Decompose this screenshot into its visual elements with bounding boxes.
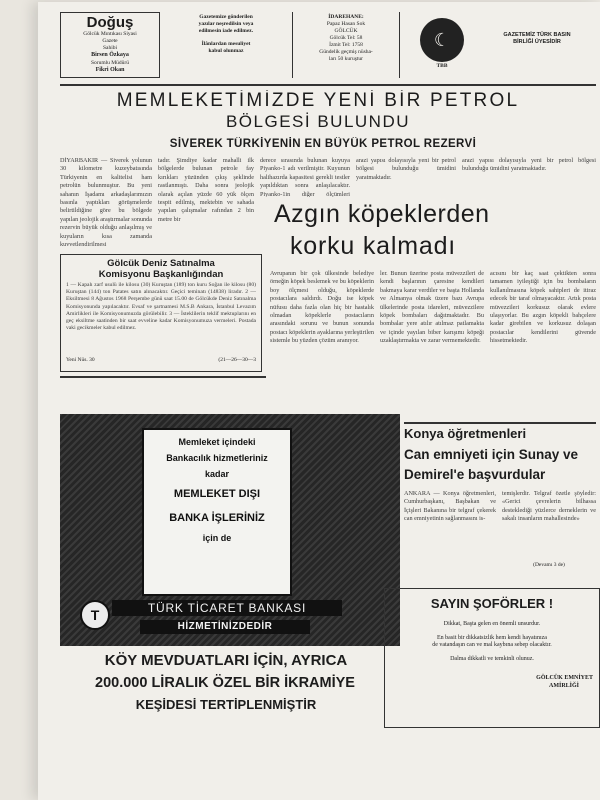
lead-column-5-text: arazi yapısı dolayısıyla yeni bir petrol bölgesi bulunduğu ümidini yaratmaktadır. bbox=[462, 157, 596, 173]
newspaper-page bbox=[38, 2, 600, 800]
dog-column-1: Avrupanın bir çok ülkesinde belediye örneğin köpek beslemek ve bu köpeklerin boy ölçmesi olduğu, köpeklerde postacılara saldırdı. Doğu ise köpek nüfusu daha fazla olan hiç bir hastalık olmadan köpeklerle postacıların arasındaki sorunu ve bunun sonunda postacı köpeklerin ayaklarına yerleştirilen sistemle bu yüzden çözüm aranıyor. bbox=[270, 270, 374, 345]
masthead-divider bbox=[60, 84, 596, 86]
masthead-admin bbox=[292, 12, 400, 78]
owner-label: Sahibi bbox=[102, 45, 118, 51]
drivers-line-4: Dalma dikkatli ve temkinli olunuz. bbox=[450, 655, 534, 662]
masthead-notice bbox=[166, 14, 286, 76]
notice-footer-left: Yeni Nüs. 30 bbox=[66, 357, 95, 363]
drivers-notice bbox=[384, 588, 600, 728]
procurement-notice bbox=[60, 254, 262, 372]
lead-headline-1: MEMLEKETİMİZDE YENİ BİR PETROL bbox=[116, 90, 520, 111]
emblem-label: TBB bbox=[436, 63, 448, 69]
masthead-name-block bbox=[60, 12, 160, 78]
ad-slogan-3: KEŞİDESİ TERTİPLENMİŞTİR bbox=[135, 697, 317, 712]
editor-label: Sorumlu Müdürü bbox=[90, 59, 130, 66]
notice-line-2: yazılar neşredilsin veya bbox=[198, 21, 254, 27]
union-line-2: BİRLİĞİ ÜYESİDİR bbox=[513, 39, 561, 45]
ad-line-1: Memleket içindeki bbox=[178, 437, 256, 447]
admin-line-6: ları 50 kuruştur bbox=[329, 56, 363, 62]
lead-column-3: derece sırasında bulunan kuyuya Piyanko-1 adı verilmiştir. Kuyunun halihazırda kapasitesi gerekli testler yapıldıktan sonra anlaşılacaktır. Piyanko-1in diğer ölçümleri bbox=[260, 157, 350, 197]
bank-advertisement bbox=[60, 414, 400, 646]
ad-line-5: BANKA İŞLERİNİZ bbox=[169, 512, 265, 524]
dog-headline-2: korku kalmadı bbox=[290, 232, 457, 260]
masthead bbox=[60, 12, 596, 80]
teachers-headline-1: Can emniyeti için Sunay ve bbox=[404, 447, 579, 462]
dog-headline-1: Azgın köpeklerden bbox=[274, 200, 490, 228]
drivers-line-3: de vatandaşın can ve mal kaybına sebep olacaktır. bbox=[432, 642, 552, 648]
lead-column-4: arazi yapısı dolayısıyla yeni bir petrol bölgesi bulunduğu ümidini yaratmaktadır. bbox=[356, 157, 456, 181]
teachers-column-2 bbox=[502, 490, 596, 580]
crescent-star-icon: ☾ bbox=[420, 18, 464, 62]
lead-column-1: DİYARBAKIR — Siverek yolunun 30 kilometre kuzeybatısında Türkiyenin en kalitelisi ham petrolün bulunmuştur. Bu yeni sahanın İşadamı arkadaşlarımızın basınla yaptıkları görüşmelerde belirtildiğine göre bu bölgede yapılan jeolojik araştırmalar sonunda rezervin büyük olduğu anlaşılmış ve kuyuların kısa zamanda kuvvetlendirilmesi bbox=[60, 157, 152, 249]
union-line-1: GAZETEMİZ TÜRK BASIN bbox=[503, 32, 571, 38]
teachers-column-1: ANKARA — Konya öğretmenleri, Cumhurbaşkanı, Başbakan ve İçişleri Bakanına bir telgraf çekerek can emniyetinin sağlanmasını is- bbox=[404, 490, 496, 523]
admin-line-5: Gündelik geçmiş nüsha- bbox=[319, 49, 373, 55]
admin-line-4: İzmit Tel: 1758 bbox=[329, 42, 363, 48]
ad-message-panel bbox=[142, 428, 292, 596]
notice-footer bbox=[66, 357, 256, 364]
ad-slogan-1: KÖY MEVDUATLARI İÇİN, AYRICA bbox=[104, 652, 348, 669]
notice-line-1: Gazetemize gönderilen bbox=[199, 14, 253, 20]
press-union-emblem bbox=[412, 18, 472, 74]
mid-divider bbox=[60, 376, 266, 378]
admin-line-1: Papaz Hasan Sok bbox=[326, 21, 366, 27]
notice-title-1: Gölcük Deniz Satınalma bbox=[107, 258, 215, 269]
right-divider bbox=[404, 422, 596, 424]
drivers-line-1: Dikkat, Başta gelen en önemli unsurdur. bbox=[443, 621, 541, 627]
newspaper-subtitle-2: Gazete bbox=[102, 38, 118, 44]
teachers-column-2-text: temişlerdir. Telgraf özetle şöyledir: «Gerici çevrelerin bilhassa desteklediği yüzlerce derneklerin ve sakalı insanların mahallesinde» bbox=[502, 490, 596, 523]
drivers-sign-2: AMİRLİĞİ bbox=[548, 682, 579, 689]
drivers-sign-1: GÖLCÜK EMNİYET bbox=[536, 675, 593, 681]
ad-line-4: MEMLEKET DIŞI bbox=[173, 488, 261, 500]
admin-title: İDAREHANE: bbox=[328, 14, 364, 20]
ads-notice-line-1: İlânlardan mesuliyet bbox=[201, 41, 251, 47]
lead-column-2: tadır. Şimdiye kadar mahalli ilk bölgelerde bulunan petrole fay kırıkları yüzünden çıkış şeklinde rastlanmıştı. Daha sonra jeolojik olarak açılan yüzde 60 yük ölçen tespit edilmiş, mektebin ve sahada yapılan çalışmalar rafından 2 bin metre bir bbox=[158, 157, 254, 223]
dog-column-3: acısını bir kaç saat çektikten sonra tamamen iyileştiği için bu bombaların kullanılmasına köpek sahipleri de itiraz edecek bir taraf olmayacaktır. Artık posta müvezzileri korkusuz olarak evlere ulaşıyorlar. Bu azgın köpekli bahçelere kadar girebilen ve korkusuz dolaşan postacılar kendilerini güvende hissetmektedir. bbox=[490, 270, 596, 345]
press-union-note bbox=[478, 32, 596, 56]
lead-column-5 bbox=[462, 157, 596, 197]
newspaper-name: Doğuş bbox=[86, 14, 134, 31]
ad-line-6: için de bbox=[202, 533, 232, 543]
bank-tagline: HİZMETİNİZDEDİR bbox=[140, 620, 310, 634]
teachers-continued: (Devamı 3 de) bbox=[533, 562, 565, 568]
notice-line-3: edilmesin iade edilmez. bbox=[198, 28, 254, 34]
bank-name: TÜRK TİCARET BANKASI bbox=[112, 600, 342, 616]
owner-name: Birsen Özkaya bbox=[91, 52, 129, 58]
ad-slogan-2: 200.000 LİRALIK ÖZEL BİR İKRAMİYE bbox=[95, 675, 355, 691]
teachers-headline-2: Demirel'e başvurdular bbox=[404, 467, 546, 482]
ads-notice-line-2: kabul olunmaz bbox=[208, 48, 244, 54]
admin-line-3: Gölcük Tel: 58 bbox=[329, 35, 363, 41]
notice-body: 1 — Kapalı zarf usulü ile kilosu (30) Kuruştan (189) ton kuru Soğan ile kilosu (80) Kuruştan (144) ton Patates satın alınacaktır. Geçici teminatı (14838) liradır. 2 — Eksiltmesi 8 Ağustos 1968 Perşembe günü saat 15.00 de Gölcükde Deniz Satınalma Komisyonunda yapılacaktır. Evsaf ve şartnamesi M.S.B Ankara, İstanbul Levazım Amirlikleri ile Komisyonumuzda görülebilir. 3 — İsteklilerin teklif mektuplarını en geç eksiltme saatinden bir saat evveline kadar Komisyonumuza vermeleri. Postada vaki gecikmeler kabul edilmez. bbox=[66, 282, 256, 332]
dog-column-2: ler. Bunun üzerine posta müvezzileri de kendi başlarının çaresine kendileri bakmaya karar verdiler ve başta Hollanda ve Almanya olmak üzere bazı Avrupa ülkelerinde posta idareleri, müvezzilere köpek bombaları dağıtmaktadır. Bu bombalar yere atılır atılmaz patlamakta ve içinde yayılan biber karışımı köpeği uzaklaştırmakta ve zarar vermemektedir. bbox=[380, 270, 484, 345]
drivers-title: SAYIN ŞOFÖRLER ! bbox=[430, 596, 554, 611]
notice-title-2: Komisyonu Başkanlığından bbox=[98, 269, 224, 280]
ad-line-3: kadar bbox=[204, 469, 230, 479]
drivers-line-2: En basit bir dikkatsizlik hem kendi hayatınıza bbox=[437, 634, 547, 641]
ad-line-2: Bankacılık hizmetleriniz bbox=[166, 453, 268, 463]
notice-footer-right: (21—26—30—3 bbox=[218, 357, 256, 363]
bank-logo-icon: T bbox=[80, 600, 110, 630]
teachers-kicker: Konya öğretmenleri bbox=[404, 426, 527, 441]
lead-headline-2: BÖLGESİ BULUNDU bbox=[225, 112, 411, 131]
editor-name: Fikri Okan bbox=[95, 66, 125, 73]
admin-line-2: GÖLCÜK bbox=[334, 28, 358, 34]
newspaper-subtitle-1: Gölcük Mıntıkası Siyasi bbox=[83, 31, 137, 37]
lead-subhead: SİVEREK TÜRKİYENİN EN BÜYÜK PETROL REZERVİ bbox=[169, 138, 477, 150]
